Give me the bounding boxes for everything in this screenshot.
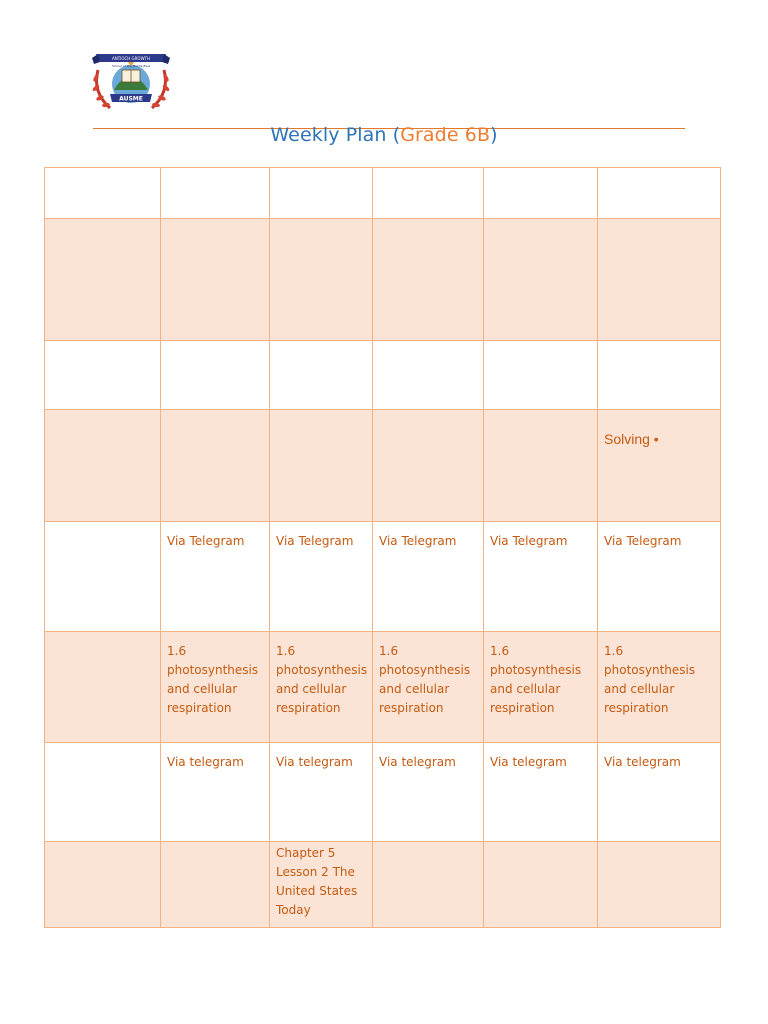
table-cell: Via Telegram [598,522,721,632]
table-row [45,522,721,632]
table-cell [270,168,373,219]
school-logo [88,40,174,116]
table-cell: Via telegram [373,743,484,842]
page-title [0,124,768,146]
table-cell [45,632,161,743]
table-cell: 1.6 photosynthesis and cellular respiration [373,632,484,743]
solving-text: Solving • [604,431,659,447]
table-cell [598,219,721,341]
table-cell [45,168,161,219]
logo-top-text: ANTIOCH GROWTH [111,56,151,61]
table-row [45,743,721,842]
table-cell [45,341,161,410]
table-cell [598,168,721,219]
table-cell [270,219,373,341]
table-cell [373,842,484,928]
table-cell [373,168,484,219]
table-cell: Chapter 5 Lesson 2 The United States Today [270,842,373,928]
table-cell [45,410,161,522]
table-cell: Via telegram [161,743,270,842]
table-cell [598,341,721,410]
table-cell [598,842,721,928]
table-cell [45,522,161,632]
table-cell [270,341,373,410]
table-cell: Via Telegram [161,522,270,632]
table-cell [484,341,598,410]
table-cell: 1.6 photosynthesis and cellular respiration [161,632,270,743]
logo-banner-text: AUSME [119,95,143,103]
title-prefix: Weekly Plan ( [270,124,401,146]
table-cell [161,219,270,341]
table-row [45,410,721,522]
weekly-plan-table [44,167,721,928]
table-row [45,341,721,410]
title-grade: Grade 6B [400,124,491,146]
table-cell [161,842,270,928]
table-cell: Via telegram [270,743,373,842]
table-cell [45,219,161,341]
table-cell: Via telegram [598,743,721,842]
table-cell [161,341,270,410]
table-cell: 1.6 photosynthesis and cellular respiration [598,632,721,743]
table-cell [45,743,161,842]
table-cell [484,168,598,219]
table-cell [598,410,721,522]
table-row [45,842,721,928]
table-cell [373,410,484,522]
table-cell: Via telegram [484,743,598,842]
table-cell: Via Telegram [484,522,598,632]
table-cell [484,410,598,522]
logo-sub-text: School of the Middle East [112,64,150,68]
table-cell [270,410,373,522]
table-row [45,632,721,743]
table-row [45,219,721,341]
table-cell [161,410,270,522]
table-cell [484,842,598,928]
table-cell [45,842,161,928]
table-cell: 1.6 photosynthesis and cellular respiration [484,632,598,743]
table-cell: Via Telegram [270,522,373,632]
table-cell [161,168,270,219]
table-cell [373,341,484,410]
table-cell [373,219,484,341]
table-cell: Via Telegram [373,522,484,632]
table-cell: 1.6 photosynthesis and cellular respiration [270,632,373,743]
table-cell [484,219,598,341]
title-suffix: ) [490,124,498,146]
table-row [45,168,721,219]
